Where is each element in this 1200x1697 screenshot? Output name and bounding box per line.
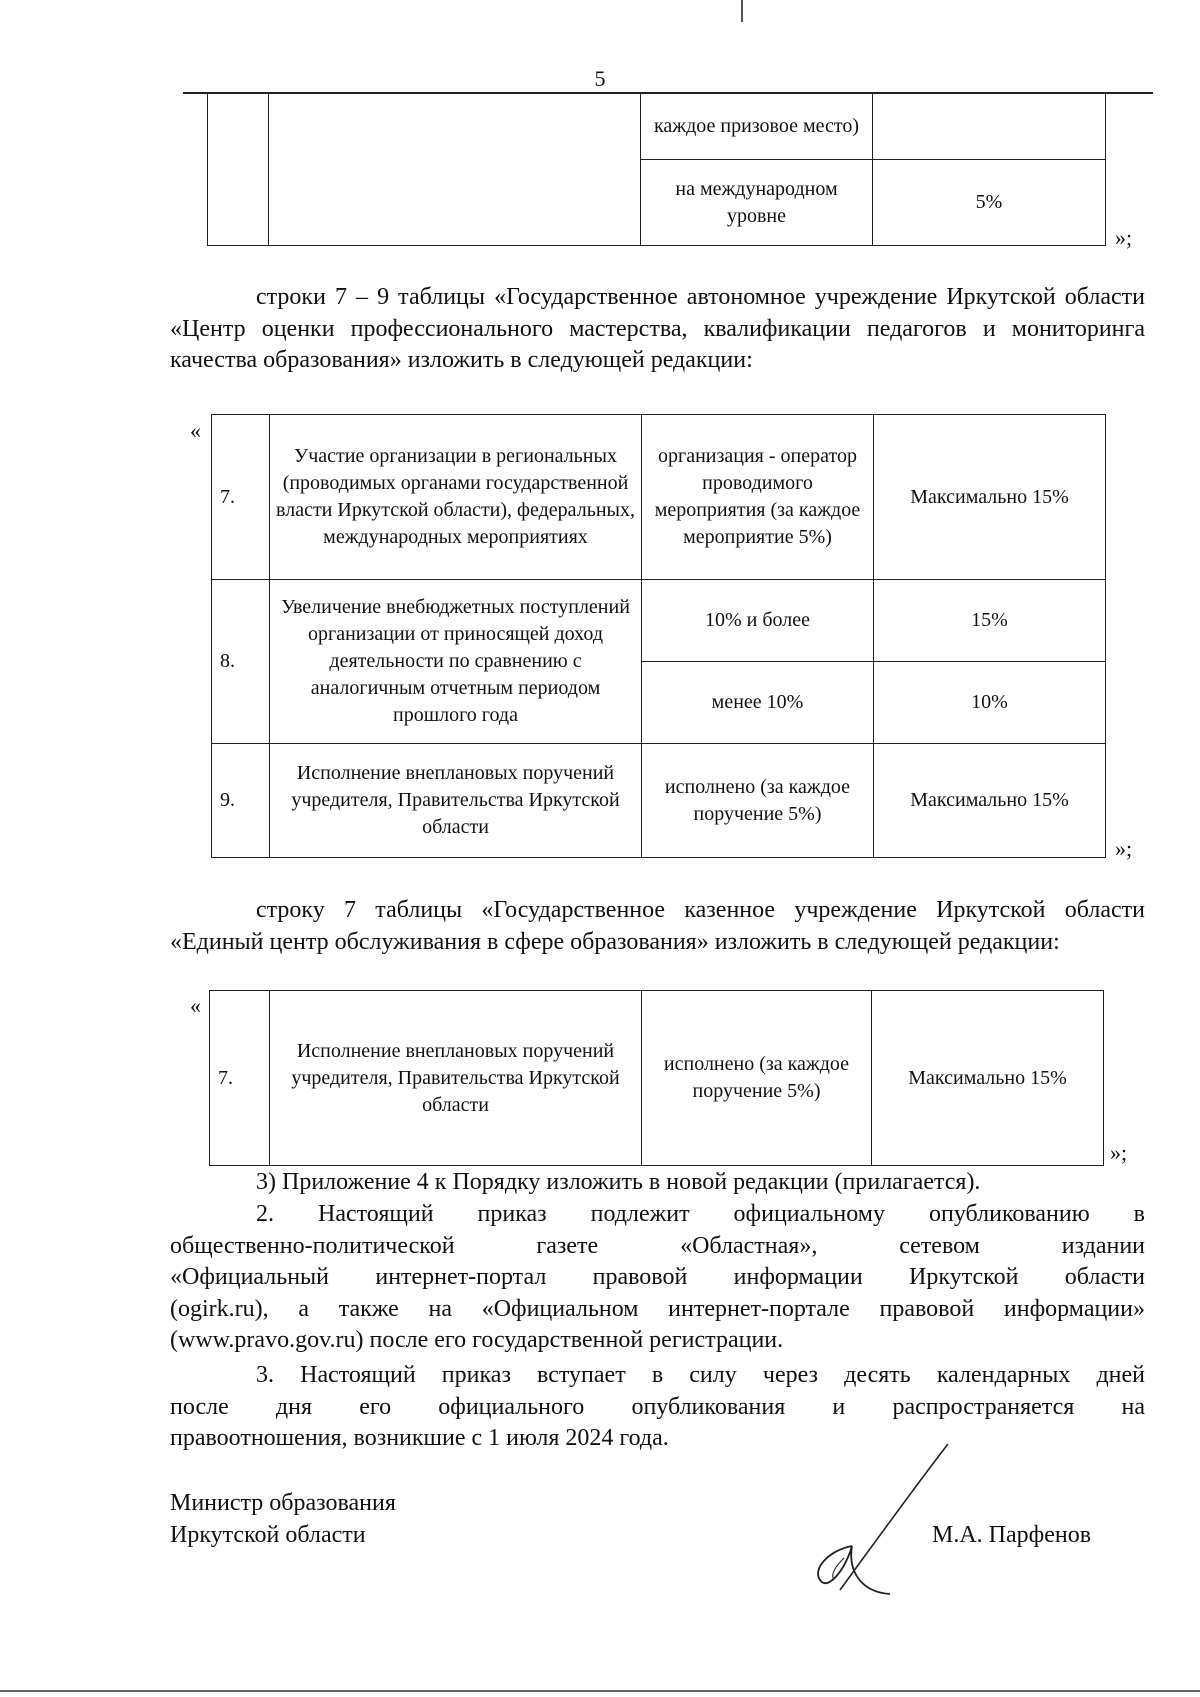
text-line: «Официальный интернет-портал правовой информации Иркутской области [170, 1264, 1145, 1290]
criterion-cell: Исполнение внеплановых поручений учредителя, Правительства Иркутской области [270, 744, 642, 858]
value-cell: Максимально 15% [872, 991, 1104, 1166]
row-number: 7. [212, 415, 270, 580]
table-row [212, 580, 1106, 662]
row-number: 8. [212, 580, 270, 744]
value-cell: Максимально 15% [874, 415, 1106, 580]
table-row [212, 744, 1106, 858]
item-3-appendix: 3) Приложение 4 к Порядку изложить в новой редакции (прилагается). [256, 1169, 981, 1195]
signatory-name: М.А. Парфенов [932, 1522, 1092, 1548]
value-cell [873, 94, 1106, 160]
signatory-title-line: Министр образования [170, 1490, 396, 1516]
empty-criterion-cell [269, 94, 641, 246]
condition-cell: менее 10% [642, 662, 874, 744]
item-2-publication [170, 1199, 1145, 1357]
criterion-cell: Исполнение внеплановых поручений учредителя, Правительства Иркутской области [270, 991, 642, 1166]
scan-edge [0, 1690, 1200, 1692]
service-table [209, 990, 1104, 1166]
scan-mark [741, 0, 743, 22]
condition-cell: исполнено (за каждое поручение 5%) [642, 744, 874, 858]
criterion-cell: Увеличение внебюджетных поступлений организации от приносящей доход деятельности по сравнению с аналогичным отчетным периодом прошлого года [270, 580, 642, 744]
open-quote: « [190, 993, 201, 1018]
text-line: общественно-политической газете «Областная», сетевом издании [170, 1232, 1145, 1259]
close-quote: »; [1115, 836, 1133, 861]
condition-cell: 10% и более [642, 580, 874, 662]
text-line: (ogirk.ru), а также на «Официальном интернет-портале правовой информации» [170, 1295, 1145, 1322]
value-cell: 15% [874, 580, 1106, 662]
condition-cell: каждое призовое место) [641, 94, 873, 160]
text-line: правоотношения, возникшие с 1 июля 2024 года. [170, 1425, 669, 1451]
row-number: 7. [210, 991, 270, 1166]
empty-num-cell [208, 94, 269, 246]
text-line: после дня его официального опубликования и распространяется на [170, 1393, 1145, 1420]
condition-cell: на международном уровне [641, 160, 873, 246]
close-quote: »; [1115, 225, 1133, 250]
condition-cell: исполнено (за каждое поручение 5%) [642, 991, 872, 1166]
text-line: 2. Настоящий приказ подлежит официальному опубликованию в [256, 1201, 1145, 1227]
item-3-effective [170, 1360, 1145, 1455]
signatory-title [170, 1487, 396, 1551]
criterion-cell: Участие организации в региональных (проводимых органами государственной власти Иркутской области), федеральных, международных мероприятиях [270, 415, 642, 580]
signatory-title-line: Иркутской области [170, 1522, 366, 1548]
page-number: 5 [594, 66, 606, 91]
paragraph-center-intro: строки 7 – 9 таблицы «Государственное автономное учреждение Иркутской области «Центр оценки профессионального мастерства, квалификации педагогов и мониторинга качества образования» изложить в следующей редакции: [170, 284, 1145, 373]
table-row [210, 991, 1104, 1166]
open-quote: « [190, 418, 201, 443]
continuation-table [207, 93, 1106, 246]
table-row [212, 415, 1106, 580]
center-table [211, 414, 1106, 858]
row-number: 9. [212, 744, 270, 858]
value-cell: Максимально 15% [874, 744, 1106, 858]
close-quote: »; [1110, 1140, 1128, 1165]
value-cell: 5% [873, 160, 1106, 246]
text-line: 3. Настоящий приказ вступает в силу через десять календарных дней [256, 1362, 1145, 1388]
paragraph-service-intro: строку 7 таблицы «Государственное казенное учреждение Иркутской области «Единый центр обслуживания в сфере образования» изложить в следующей редакции: [170, 897, 1145, 955]
value-cell: 10% [874, 662, 1106, 744]
text-line: (www.pravo.gov.ru) после его государственной регистрации. [170, 1327, 784, 1353]
condition-cell: организация - оператор проводимого мероприятия (за каждое мероприятие 5%) [642, 415, 874, 580]
